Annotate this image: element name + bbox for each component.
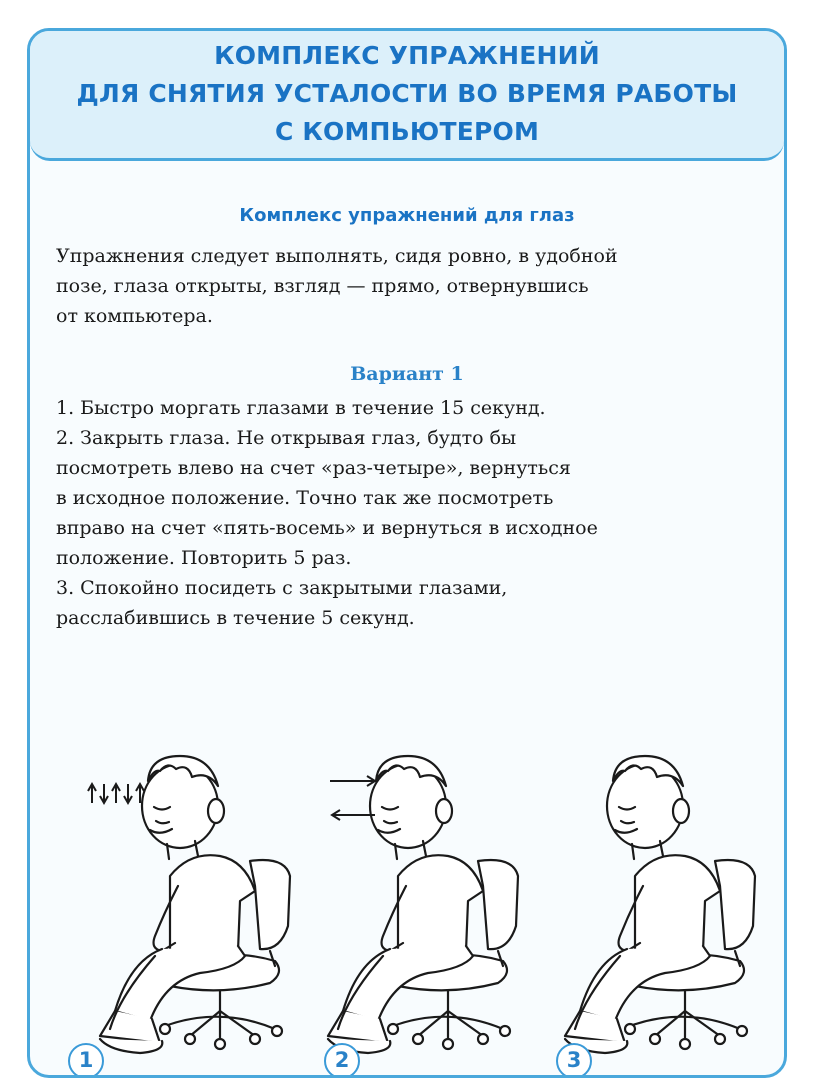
figure-2-boy [328, 756, 518, 1053]
exercise-card [27, 28, 787, 1078]
intro-line: позе, глаза открыты, взгляд — прямо, отвернувшись [56, 275, 589, 297]
step-line: положение. Повторить 5 раз. [56, 547, 352, 569]
step-line: 3. Спокойно посидеть с закрытыми глазами, [56, 577, 508, 599]
intro-paragraph [56, 241, 766, 331]
step-line: 1. Быстро моргать глазами в течение 15 секунд. [56, 397, 546, 419]
variant-heading: Вариант 1 [350, 363, 464, 385]
illustrations [30, 671, 787, 1071]
step-line: посмотреть влево на счет «раз-четыре», вернуться [56, 457, 571, 479]
figure-number-2: 2 [324, 1043, 360, 1078]
title-line-3: С КОМПЬЮТЕРОМ [274, 117, 540, 146]
illustrations-svg [30, 671, 787, 1071]
figure-3-boy [565, 756, 755, 1053]
figure-number-3: 3 [556, 1043, 592, 1078]
title-line-1: КОМПЛЕКС УПРАЖНЕНИЙ [214, 41, 600, 70]
step-line: в исходное положение. Точно так же посмотреть [56, 487, 554, 509]
title-line-2: ДЛЯ СНЯТИЯ УСТАЛОСТИ ВО ВРЕМЯ РАБОТЫ [76, 79, 738, 108]
page-header [30, 31, 784, 161]
intro-line: от компьютера. [56, 305, 213, 327]
figure-number-1: 1 [68, 1043, 104, 1078]
step-line: расслабившись в течение 5 секунд. [56, 607, 415, 629]
intro-line: Упражнения следует выполнять, сидя ровно, в удобной [56, 245, 618, 267]
steps-list [56, 393, 776, 633]
look-left-right-arrows-icon [330, 776, 375, 820]
step-line: вправо на счет «пять-восемь» и вернуться в исходное [56, 517, 598, 539]
step-line: 2. Закрыть глаза. Не открывая глаз, будто бы [56, 427, 517, 449]
blink-arrows-icon [88, 784, 144, 803]
section-subtitle: Комплекс упражнений для глаз [239, 205, 575, 226]
